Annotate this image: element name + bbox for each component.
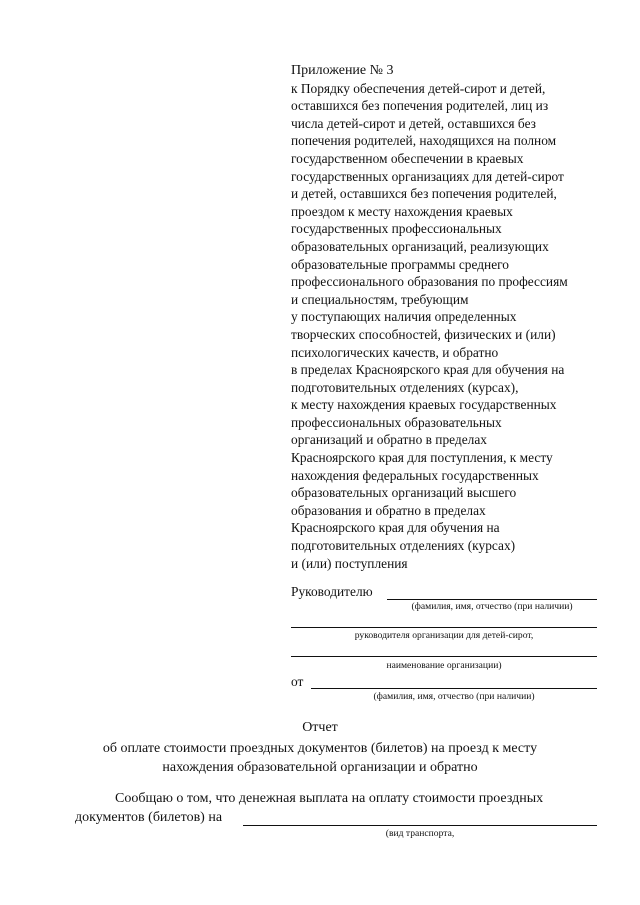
caption-transport: (вид транспорта, (385, 828, 455, 839)
from-label: от (291, 674, 304, 689)
body-line-2-prefix: документов (билетов) на (75, 810, 223, 825)
org-name-line (291, 656, 597, 657)
appendix-line: профессионального образования по профессиям (291, 274, 568, 290)
appendix-line: нахождения федеральных государственных (291, 467, 539, 483)
caption-fio-from: (фамилия, имя, отчество (при наличии) (373, 691, 535, 702)
appendix-line: государственном обеспечении в краевых (291, 150, 524, 166)
appendix-line: и (или) поступления (291, 555, 408, 571)
report-subtitle-1: об оплате стоимости проездных документов (билетов) на проезд к месту (102, 741, 538, 756)
head-label: Руководителю (291, 584, 373, 599)
from-fio-line (311, 688, 597, 689)
appendix-line: Красноярского края для обучения на (291, 520, 500, 536)
appendix-line: организаций и обратно в пределах (291, 432, 487, 448)
report-title: Отчет (302, 720, 338, 735)
head-org-line (291, 627, 597, 628)
appendix-line: проездом к месту нахождения краевых (291, 203, 513, 219)
appendix-line: государственных профессиональных (291, 221, 502, 237)
appendix-line: у поступающих наличия определенных (291, 309, 517, 325)
appendix-line: образовательных организаций, реализующих (291, 238, 549, 254)
appendix-line: подготовительных отделениях (курсах) (291, 538, 516, 554)
appendix-line: в пределах Красноярского края для обучения на (291, 362, 565, 378)
appendix-line: попечения родителей, находящихся на полном (291, 133, 557, 149)
appendix-text (291, 80, 606, 573)
appendix-line: Красноярского края для поступления, к месту (291, 450, 553, 466)
appendix-line: творческих способностей, физических и (или) (291, 326, 556, 342)
appendix-line: психологических качеств, и обратно (291, 344, 499, 360)
appendix-line: образовательных организаций высшего (291, 485, 517, 501)
appendix-line: образовательные программы среднего (291, 256, 509, 272)
appendix-line: образования и обратно в пределах (291, 502, 486, 518)
caption-fio: (фамилия, имя, отчество (при наличии) (411, 601, 573, 612)
transport-line (243, 825, 597, 826)
caption-head-org: руководителя организации для детей-сирот, (354, 630, 534, 641)
head-fio-line (387, 599, 597, 600)
caption-org-name: наименование организации) (386, 660, 502, 671)
appendix-line: и специальностям, требующим (291, 291, 469, 307)
appendix-block (291, 62, 606, 572)
appendix-line: к месту нахождения краевых государственных (291, 397, 557, 413)
appendix-line: числа детей-сирот и детей, оставшихся без (291, 115, 536, 131)
appendix-line: подготовительных отделениях (курсах), (291, 379, 519, 395)
appendix-title: Приложение № 3 (291, 63, 394, 78)
appendix-line: к Порядку обеспечения детей-сирот и детей, (291, 80, 546, 96)
appendix-line: оставшихся без попечения родителей, лиц из (291, 98, 549, 114)
body-line-1: Сообщаю о том, что денежная выплата на оплату стоимости проездных (115, 791, 544, 806)
appendix-line: и детей, оставшихся без попечения родителей, (291, 186, 557, 202)
report-subtitle-2: нахождения образовательной организации и обратно (162, 760, 478, 775)
appendix-line: профессиональных образовательных (291, 414, 502, 430)
appendix-line: государственных организациях для детей-сирот (291, 168, 564, 184)
